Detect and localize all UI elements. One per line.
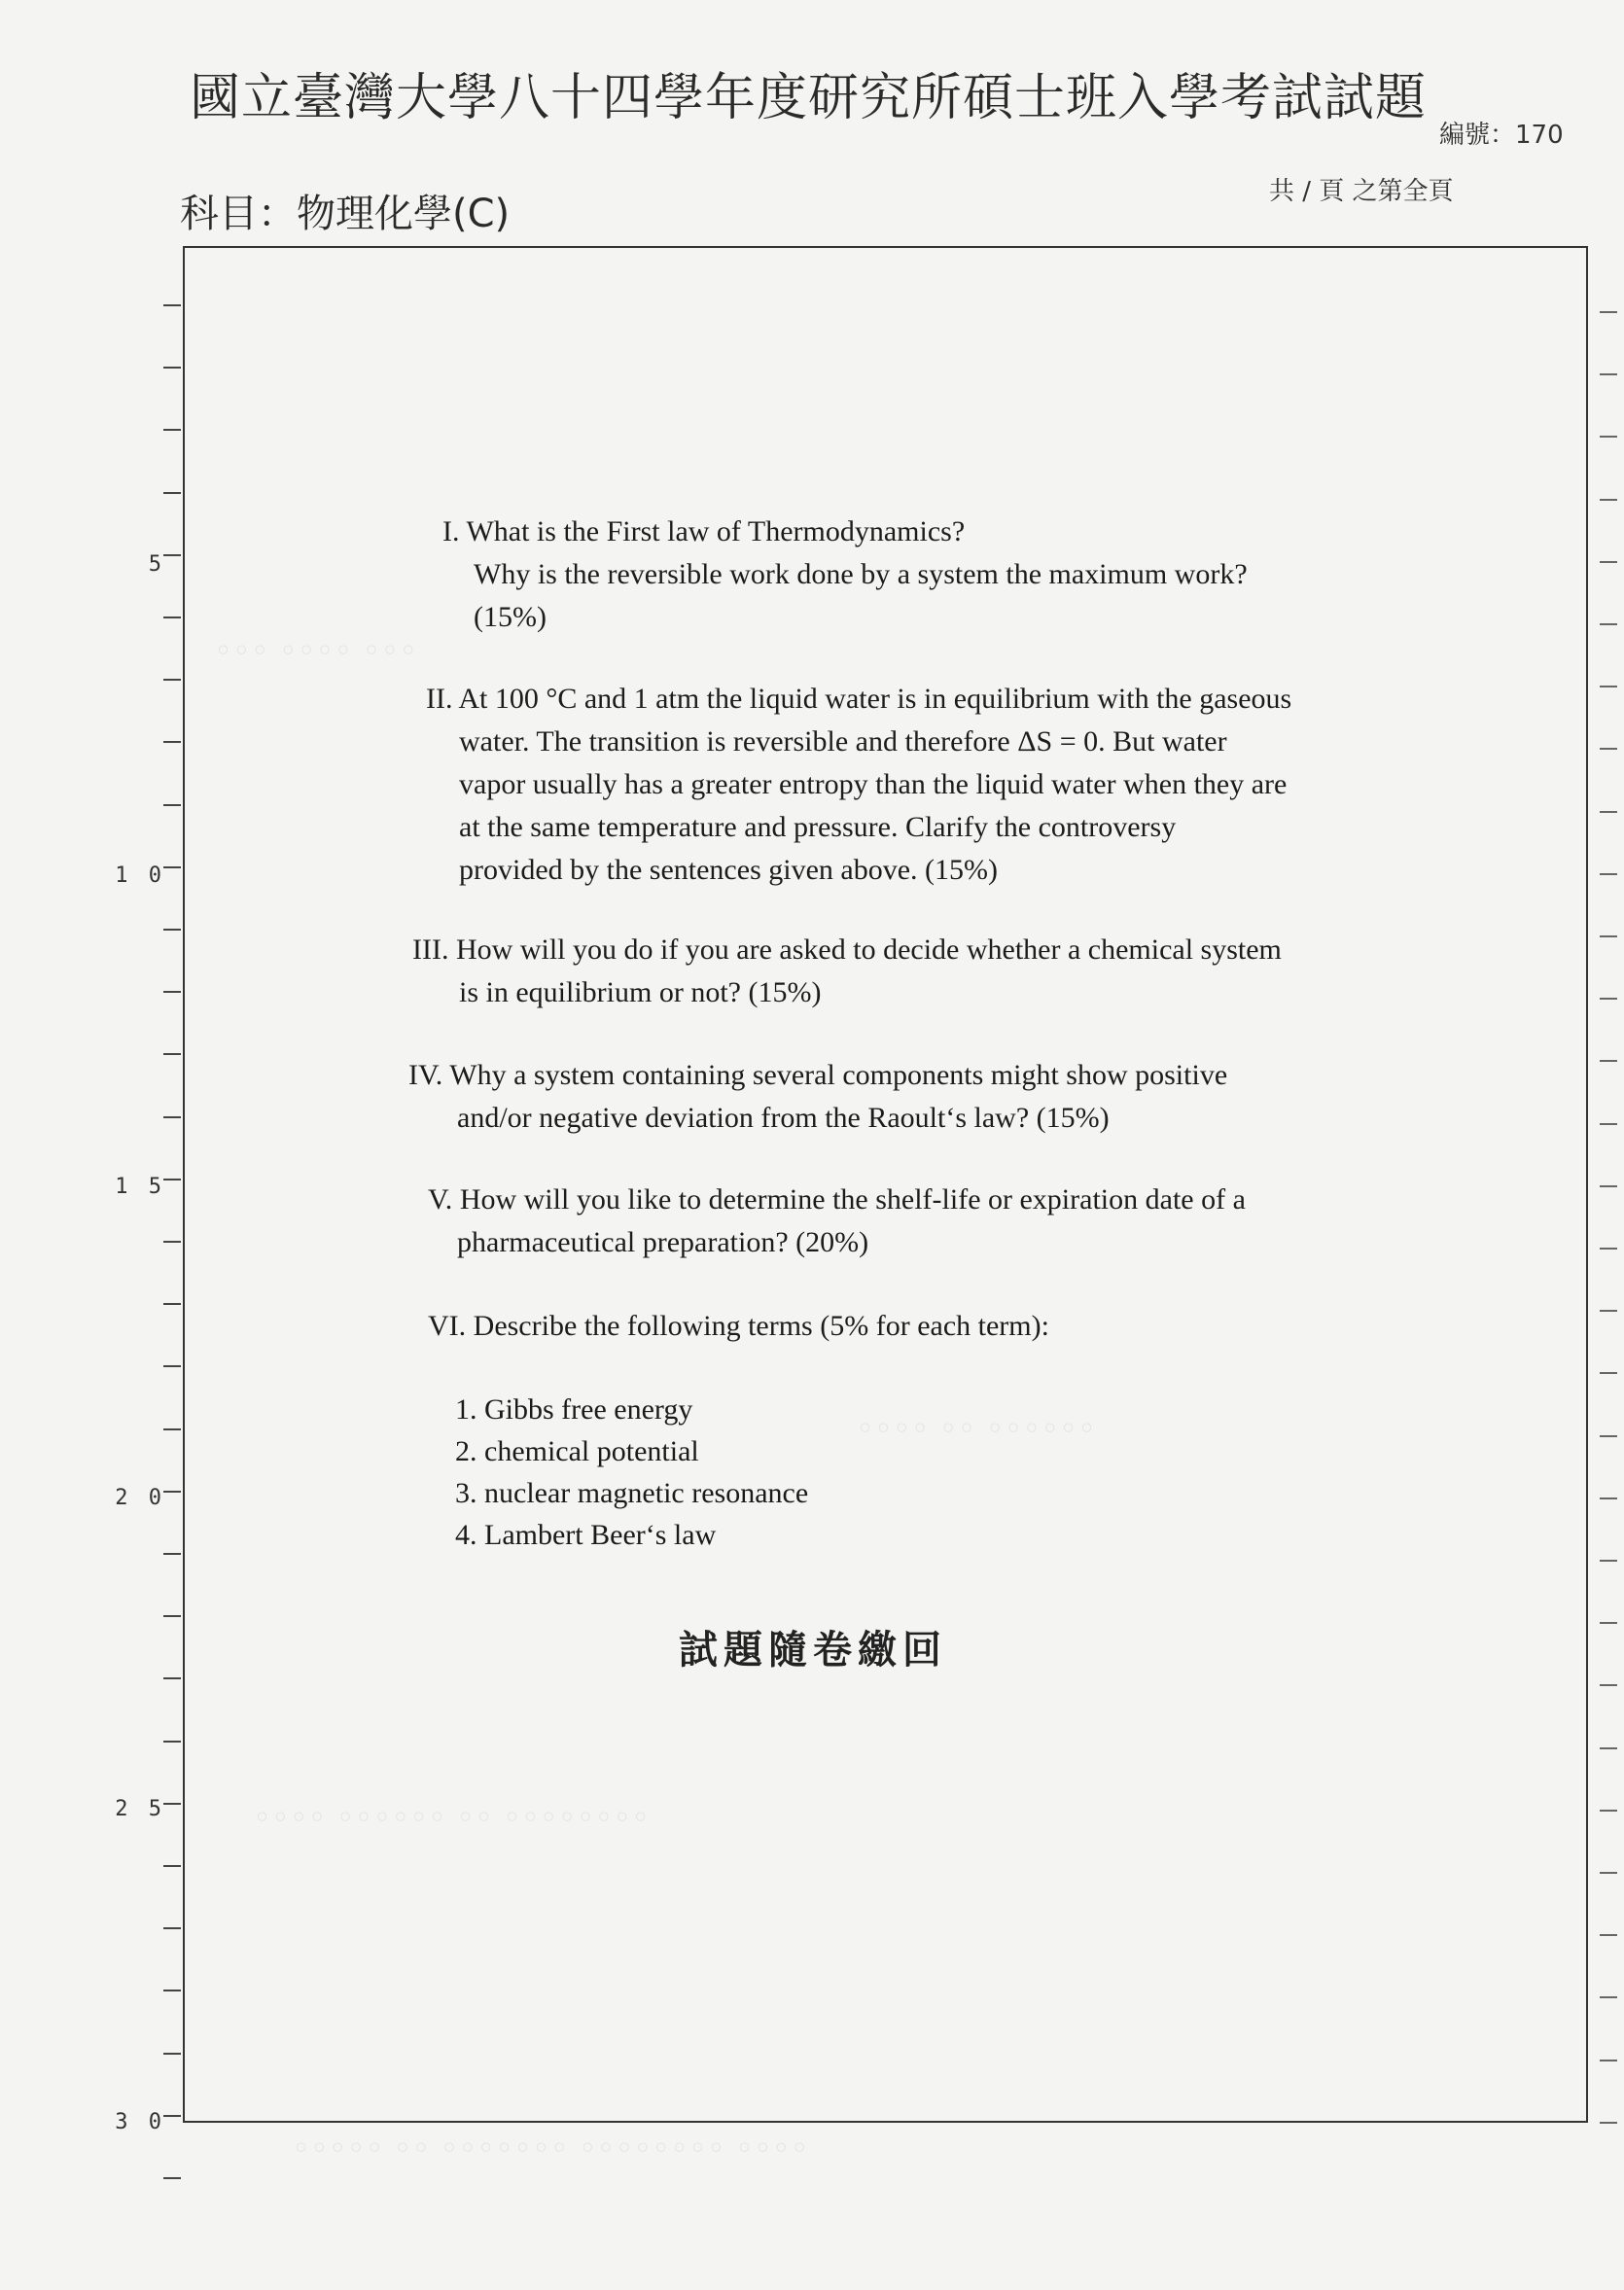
ruler-tick [163,2115,181,2117]
ruler-tick [163,1241,181,1243]
list-item: 2. chemical potential [455,1435,699,1467]
margin-tick [1600,1872,1617,1874]
ruler-tick [163,1927,181,1929]
margin-tick [1600,311,1617,313]
question-line: Why is the reversible work done by a system the maximum work? [474,558,1248,590]
ruler-tick [163,679,181,681]
question-6 [428,1305,1049,1348]
question-line: How will you do if you are asked to decide whether a chemical system [455,934,1282,966]
question-line: water. The transition is reversible and therefore ΔS = 0. But water [459,725,1227,757]
margin-tick [1600,1810,1617,1812]
ruler-tick [163,804,181,806]
margin-tick [1600,499,1617,501]
list-item: 4. Lambert Beer‘s law [455,1519,717,1551]
ruler-tick [163,429,181,431]
question-line: vapor usually has a greater entropy than the liquid water when they are [459,768,1288,800]
question-line: provided by the sentences given above. (15%) [459,854,998,886]
ruler-tick [163,1990,181,1991]
margin-tick [1600,873,1617,875]
ruler-tick [163,304,181,306]
list-item: 1. Gibbs free energy [455,1393,693,1426]
question-line: Describe the following terms (5% for each term): [473,1310,1049,1342]
ruler-tick [163,2177,181,2179]
question-2 [426,678,1291,892]
ruler-tick [163,1303,181,1305]
exam-title: 國立臺灣大學八十四學年度研究所碩士班入學考試試題 [190,69,1428,127]
margin-tick [1600,2060,1617,2061]
ruler-tick [163,866,181,868]
ruler-tick [163,991,181,993]
list-item: 3. nuclear magnetic resonance [455,1477,809,1509]
question-number: VI. [428,1310,467,1342]
margin-tick [1600,1185,1617,1187]
margin-tick [1600,1497,1617,1499]
question-line: at the same temperature and pressure. Clarify the controversy [459,811,1177,843]
margin-tick [1600,1372,1617,1374]
ruler-tick [163,1553,181,1555]
ruler-tick [163,1053,181,1055]
question-line: At 100 °C and 1 atm the liquid water is in equilibrium with the gaseous [458,683,1292,715]
ruler-tick [163,1803,181,1805]
question-5 [428,1179,1246,1264]
margin-tick [1600,1435,1617,1437]
question-line: How will you like to determine the shelf-life or expiration date of a [459,1183,1246,1215]
ruler-tick [163,1179,181,1180]
question-number: I. [442,515,460,547]
subject-label: 科目：物理化學(C) [180,192,511,236]
margin-tick [1600,561,1617,563]
margin-tick [1600,1996,1617,1998]
question-line: and/or negative deviation from the Raoult‘s law? (15%) [457,1102,1110,1134]
ruler-tick [163,1677,181,1679]
margin-tick [1600,935,1617,937]
ruler-number: 2 0 [115,1486,165,1510]
question-3 [412,929,1282,1014]
ruler-tick [163,1365,181,1367]
margin-tick [1600,811,1617,813]
question-number: III. [412,934,449,966]
ruler-number: 3 0 [115,2110,165,2134]
margin-tick [1600,1060,1617,1062]
question-line: pharmaceutical preparation? (20%) [457,1226,869,1258]
terms-list [455,1389,808,1556]
question-line: Why a system containing several components might show positive [449,1059,1228,1091]
exam-number: 編號：170 [1439,121,1564,150]
margin-tick [1600,1123,1617,1125]
question-line: (15%) [474,601,547,633]
return-exam-note: 試題隨卷繳回 [679,1627,947,1673]
question-line: What is the First law of Thermodynamics? [466,515,966,547]
margin-tick [1600,436,1617,438]
question-4 [408,1054,1227,1140]
ruler-tick [163,1491,181,1493]
question-1 [442,511,1248,639]
margin-tick [1600,686,1617,687]
ruler-tick [163,1428,181,1430]
margin-tick [1600,1622,1617,1624]
margin-tick [1600,1248,1617,1250]
ruler-number: 1 0 [115,863,165,888]
ruler-tick [163,554,181,556]
margin-tick [1600,1934,1617,1936]
margin-tick [1600,748,1617,750]
ruler-tick [163,741,181,743]
margin-tick [1600,998,1617,1000]
ruler-tick [163,1615,181,1617]
margin-tick [1600,1310,1617,1312]
ruler-tick [163,1741,181,1743]
question-number: V. [428,1183,453,1215]
margin-tick [1600,1747,1617,1749]
ruler-tick [163,492,181,494]
question-number: II. [426,683,453,715]
margin-tick [1600,373,1617,375]
margin-tick [1600,623,1617,625]
margin-tick [1600,1560,1617,1562]
ruler-tick [163,929,181,931]
ruler-tick [163,367,181,369]
margin-tick [1600,2122,1617,2124]
ruler-tick [163,1865,181,1867]
margin-tick [1600,1684,1617,1686]
ruler-tick [163,2053,181,2055]
question-line: is in equilibrium or not? (15%) [459,976,822,1008]
question-number: IV. [408,1059,443,1091]
ruler-tick [163,1116,181,1118]
ruler-number: 1 5 [115,1175,165,1199]
ruler-number: 5 [148,552,165,577]
ruler-tick [163,617,181,618]
ruler-number: 2 5 [115,1797,165,1821]
page-info: 共 / 頁 之第全頁 [1269,177,1454,206]
